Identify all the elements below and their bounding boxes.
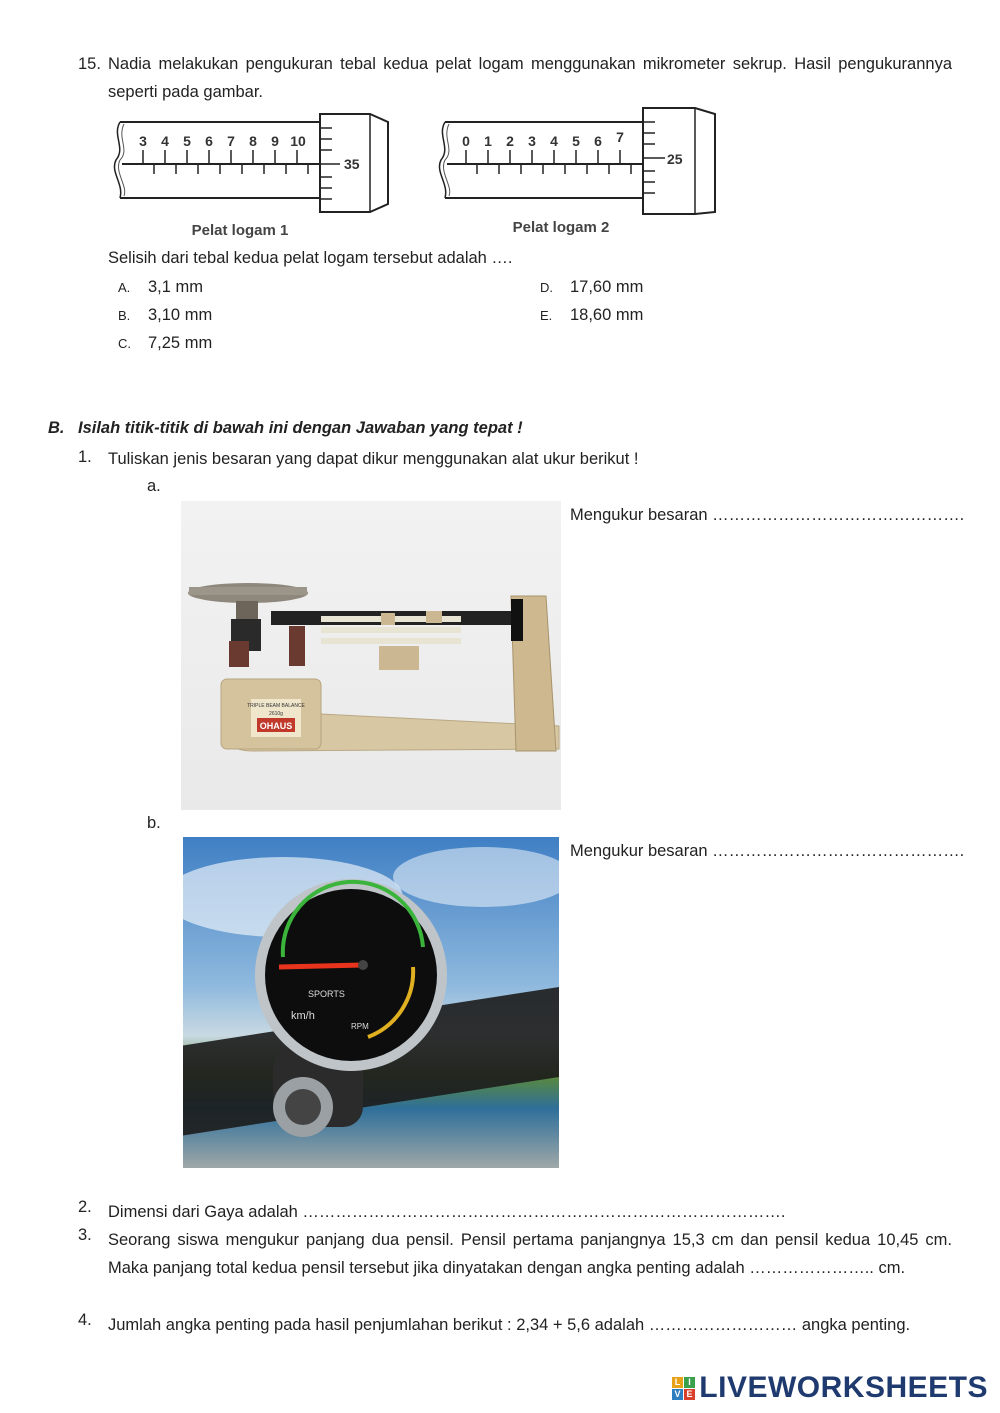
sleeve-number: 6 bbox=[205, 133, 213, 149]
question-number: 1. bbox=[78, 448, 92, 466]
section-letter: B. bbox=[48, 419, 65, 437]
question-number: 3. bbox=[78, 1226, 92, 1244]
option-text: 7,25 mm bbox=[148, 334, 213, 352]
question-15 bbox=[78, 50, 952, 106]
liveworksheets-logo bbox=[672, 1371, 988, 1405]
question-text[interactable]: Seorang siswa mengukur panjang dua pensil. Pensil pertama panjangnya 15,3 cm dan pensil kedua 10,45 cm. Maka panjang total kedua pensil tersebut jika dinyatakan dengan angka penting adalah ………………….. cm. bbox=[108, 1231, 952, 1277]
brand-name: LIVEWORKSHEETS bbox=[699, 1371, 988, 1404]
option-letter: C. bbox=[118, 336, 131, 351]
question-15-prompt: Selisih dari tebal kedua pelat logam tersebut adalah …. bbox=[108, 249, 513, 267]
logo-icon bbox=[672, 1377, 695, 1400]
question-text: Nadia melakukan pengukuran tebal kedua pelat logam menggunakan mikrometer sekrup. Hasil pengukurannya seperti pada gambar. bbox=[108, 55, 952, 101]
logo-tile: L bbox=[672, 1377, 683, 1388]
option-letter: A. bbox=[118, 280, 131, 295]
sleeve-number: 10 bbox=[290, 133, 306, 149]
section-b-heading bbox=[48, 419, 523, 438]
item-b-letter: b. bbox=[147, 814, 161, 832]
sleeve-number: 2 bbox=[506, 133, 514, 149]
thimble-value: 25 bbox=[667, 151, 683, 167]
question-text: Tuliskan jenis besaran yang dapat dikur menggunakan alat ukur berikut ! bbox=[108, 450, 639, 468]
balance-model-label: TRIPLE BEAM BALANCE bbox=[247, 703, 305, 709]
question-b3 bbox=[78, 1226, 952, 1282]
option-text: 18,60 mm bbox=[570, 306, 644, 324]
item-b-answer-line[interactable]: Mengukur besaran ………………………………………. bbox=[570, 842, 965, 860]
section-title: Isilah titik-titik di bawah ini dengan Jawaban yang tepat ! bbox=[78, 419, 523, 437]
logo-tile: V bbox=[672, 1389, 683, 1400]
logo-tile: E bbox=[684, 1389, 695, 1400]
question-text[interactable]: Jumlah angka penting pada hasil penjumlahan berikut : 2,34 + 5,6 adalah ……………………… angka penting. bbox=[108, 1316, 911, 1334]
question-b2 bbox=[78, 1198, 786, 1226]
question-number: 15. bbox=[78, 55, 101, 73]
balance-brand-label: OHAUS bbox=[259, 721, 293, 731]
option-text: 3,10 mm bbox=[148, 306, 213, 324]
option-letter: E. bbox=[540, 308, 553, 323]
speedometer-rpm: RPM bbox=[351, 1022, 369, 1031]
sleeve-number: 0 bbox=[462, 133, 470, 149]
speedometer-photo bbox=[183, 837, 559, 1168]
option-letter: B. bbox=[118, 308, 131, 323]
micrometer-2-label: Pelat logam 2 bbox=[512, 219, 610, 236]
sleeve-number: 9 bbox=[271, 133, 279, 149]
micrometer-2-figure bbox=[433, 100, 723, 240]
option-e[interactable] bbox=[540, 306, 643, 325]
question-b1 bbox=[78, 448, 638, 470]
sleeve-number: 3 bbox=[528, 133, 536, 149]
logo-tile: I bbox=[684, 1377, 695, 1388]
option-a[interactable] bbox=[118, 278, 203, 297]
option-d[interactable] bbox=[540, 278, 643, 297]
sleeve-number: 5 bbox=[572, 133, 580, 149]
question-number: 4. bbox=[78, 1311, 92, 1329]
question-b4 bbox=[78, 1311, 952, 1339]
sleeve-number: 5 bbox=[183, 133, 191, 149]
speedometer-unit: km/h bbox=[291, 1010, 315, 1022]
sleeve-number: 7 bbox=[227, 133, 235, 149]
sleeve-number: 3 bbox=[139, 133, 147, 149]
option-b[interactable] bbox=[118, 306, 212, 325]
question-text[interactable]: Dimensi dari Gaya adalah ……………………………………………………………………………. bbox=[108, 1203, 786, 1221]
speedometer-brand: SPORTS bbox=[308, 989, 345, 999]
item-a-letter: a. bbox=[147, 477, 161, 495]
option-text: 3,1 mm bbox=[148, 278, 204, 296]
sleeve-number: 6 bbox=[594, 133, 602, 149]
sleeve-number: 7 bbox=[616, 129, 624, 145]
option-letter: D. bbox=[540, 280, 553, 295]
sleeve-number: 1 bbox=[484, 133, 492, 149]
triple-beam-balance-photo bbox=[181, 501, 561, 810]
sleeve-number: 4 bbox=[550, 133, 558, 149]
thimble-value: 35 bbox=[344, 156, 360, 172]
balance-capacity-label: 2610g bbox=[269, 711, 283, 717]
item-a-answer-line[interactable]: Mengukur besaran ………………………………………. bbox=[570, 506, 965, 524]
question-number: 2. bbox=[78, 1198, 92, 1216]
option-c[interactable] bbox=[118, 334, 212, 353]
micrometer-1-figure bbox=[108, 100, 398, 240]
sleeve-number: 4 bbox=[161, 133, 169, 149]
sleeve-number: 8 bbox=[249, 133, 257, 149]
option-text: 17,60 mm bbox=[570, 278, 644, 296]
micrometer-1-label: Pelat logam 1 bbox=[191, 222, 289, 239]
